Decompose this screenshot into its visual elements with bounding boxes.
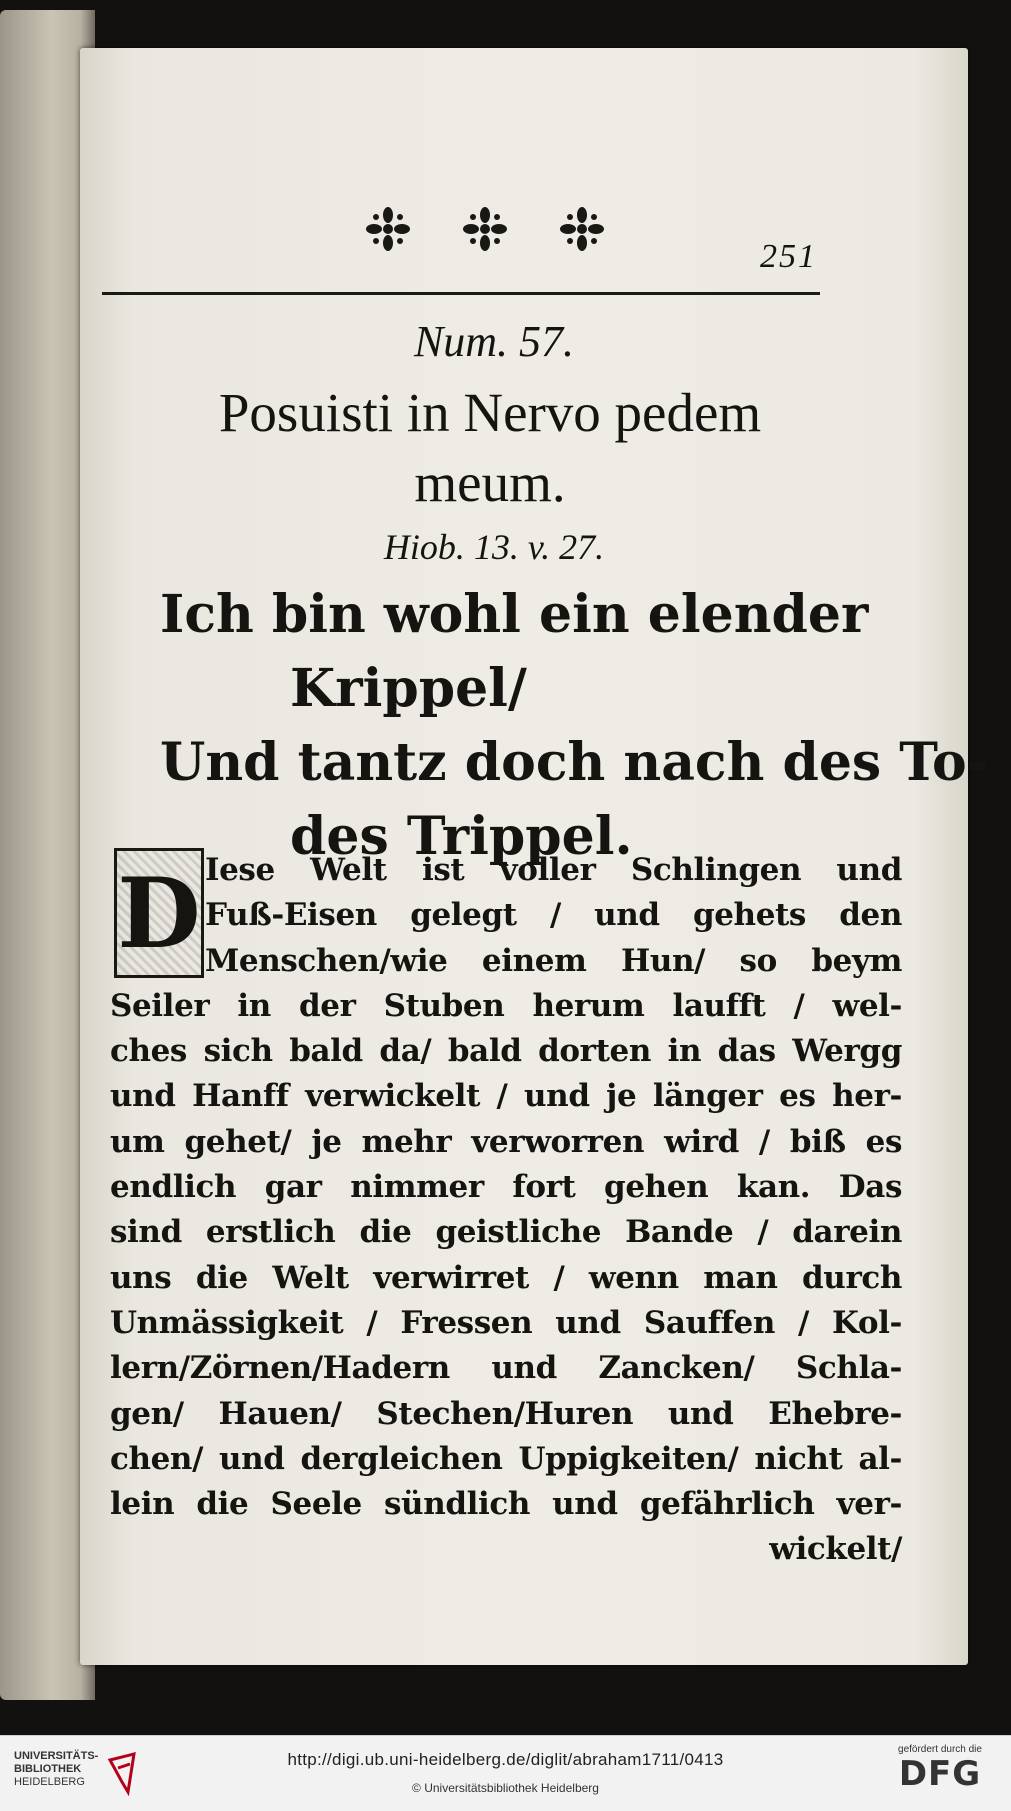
library-name-line: BIBLIOTHEK bbox=[14, 1763, 82, 1775]
page-number: 251 bbox=[760, 238, 817, 275]
drop-cap: D bbox=[114, 848, 204, 978]
body-line: gen/ Hauen/ Stechen/Huren und Ehebre- bbox=[110, 1395, 902, 1432]
german-title-line: Ich bin wohl ein elender bbox=[160, 584, 869, 645]
section-number: Num. 57. bbox=[413, 317, 575, 366]
library-name-line: UNIVERSITÄTS- bbox=[14, 1750, 99, 1762]
header-rule bbox=[102, 292, 820, 295]
funder-caption: gefördert durch die bbox=[898, 1744, 982, 1755]
body-text bbox=[110, 848, 902, 1573]
permalink-url[interactable]: http://digi.ub.uni-heidelberg.de/diglit/abraham1711/0413 bbox=[287, 1750, 724, 1769]
fleuron-icon bbox=[559, 206, 605, 252]
body-line: sind erstlich die geistliche Bande / darein bbox=[110, 1214, 902, 1251]
book-page bbox=[80, 48, 989, 1665]
body-line: endlich gar nimmer fort gehen kan. Das bbox=[110, 1169, 902, 1206]
german-title-line: Und tantz doch nach des To- bbox=[160, 732, 989, 793]
library-name-line: HEIDELBERG bbox=[14, 1776, 85, 1788]
body-line: Iese Welt ist voller Schlingen und bbox=[205, 852, 902, 888]
body-line: chen/ und dergleichen Uppigkeiten/ nicht al- bbox=[110, 1440, 902, 1477]
dfg-logo[interactable] bbox=[885, 1744, 995, 1793]
german-title-line: des Trippel. bbox=[290, 806, 633, 867]
body-line: lern/Zörnen/Hadern und Zancken/ Schla- bbox=[110, 1350, 902, 1387]
body-line: Seiler in der Stuben herum laufft / wel- bbox=[110, 987, 902, 1024]
body-line: Fuß-Eisen gelegt / und gehets den bbox=[205, 897, 902, 934]
copyright-notice: © Universitätsbibliothek Heidelberg bbox=[412, 1781, 599, 1795]
catchword: wickelt/ bbox=[769, 1531, 902, 1568]
latin-title bbox=[150, 378, 830, 518]
fleuron-icon bbox=[462, 206, 508, 252]
bible-citation: Hiob. 13. v. 27. bbox=[383, 527, 605, 567]
latin-title-line: Posuisti in Nervo pedem bbox=[218, 382, 762, 443]
body-line: ches sich bald da/ bald dorten in das Wergg bbox=[110, 1033, 902, 1070]
dfg-logo-text: DFG bbox=[898, 1754, 982, 1794]
body-line: um gehet/ je mehr verworren wird / biß es bbox=[110, 1123, 902, 1160]
body-line: lein die Seele sündlich und gefährlich ver- bbox=[110, 1486, 902, 1523]
body-line: Menschen/wie einem Hun/ so beym bbox=[205, 942, 902, 979]
german-title-line: Krippel/ bbox=[290, 658, 527, 719]
footer-bar bbox=[0, 1735, 1011, 1811]
body-line: uns die Welt verwirret / wenn man durch bbox=[110, 1259, 902, 1296]
fleuron-icon bbox=[365, 206, 411, 252]
german-title bbox=[160, 578, 989, 874]
body-line: Unmässigkeit / Fressen und Sauffen / Kol- bbox=[110, 1304, 902, 1341]
body-line: und Hanff verwickelt / und je länger es her- bbox=[110, 1078, 902, 1115]
ornament-row bbox=[365, 204, 605, 254]
latin-title-line: meum. bbox=[414, 452, 566, 513]
